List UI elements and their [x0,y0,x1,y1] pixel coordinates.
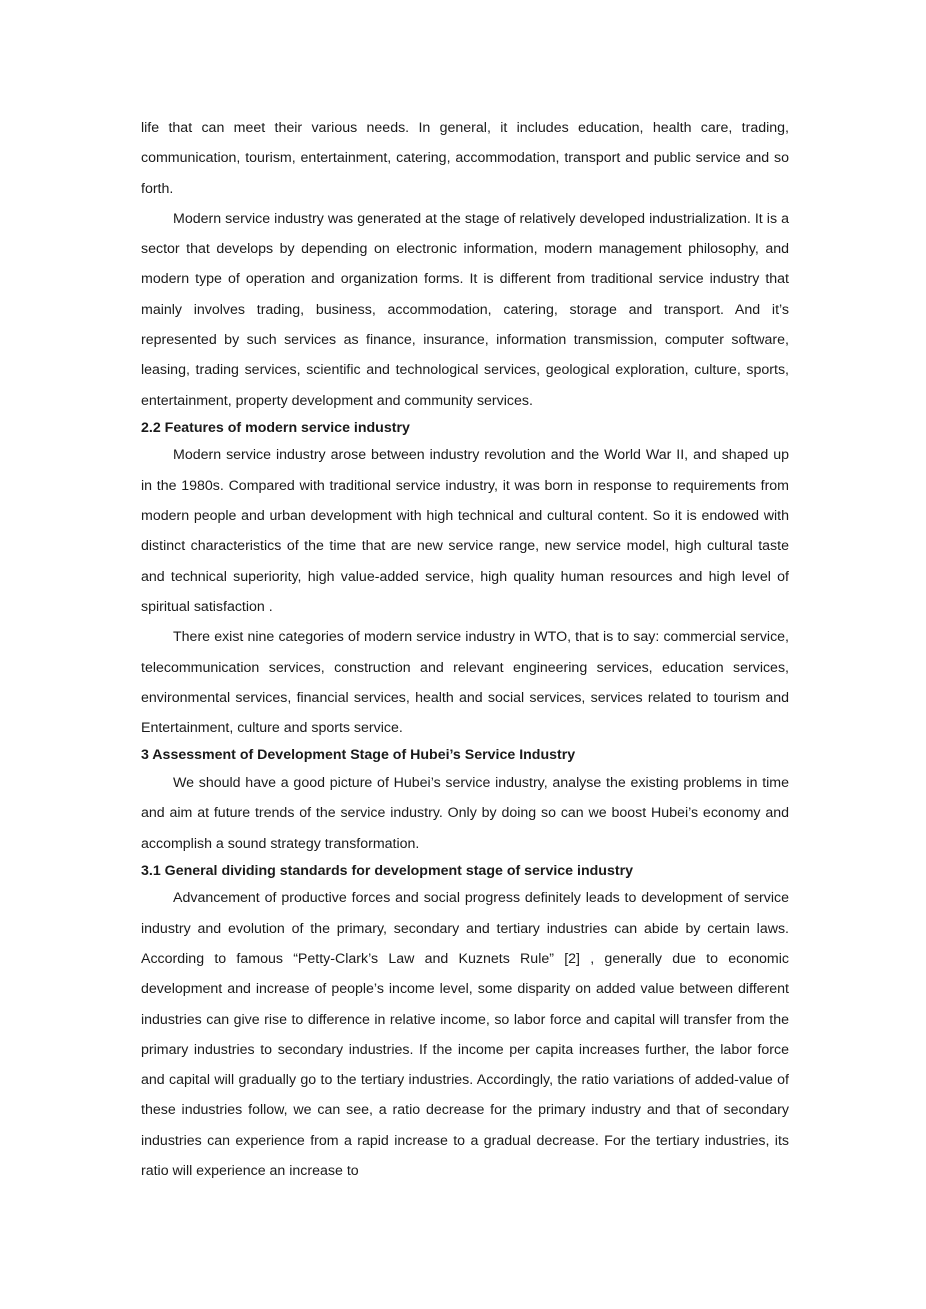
paragraph-wto-categories: There exist nine categories of modern service industry in WTO, that is to say: commercial service, telecommunication services, construction and relevant engineering services, education services, environmental services, financial services, health and social services, services related to tourism and Entertainment, culture and sports service. [141,629,789,737]
paragraph-dividing-standards: Advancement of productive forces and social progress definitely leads to development of service industry and evolution of the primary, secondary and tertiary industries can abide by certain laws. According to famous “Petty-Clark’s Law and Kuznets Rule” [2] , generally due to economic development and increase of people’s income level, some disparity on added value between different industries can give rise to difference in relative income, so labor force and capital will transfer from the primary industries to secondary industries. If the income per capita increases further, the labor force and capital will gradually go to the tertiary industries. Accordingly, the ratio variations of added-value of these industries follow, we can see, a ratio decrease for the primary industry and that of secondary industries can experience from a rapid increase to a gradual decrease. For the tertiary industries, its ratio will experience an increase to [141,890,789,1179]
paragraph-hubei-picture: We should have a good picture of Hubei’s service industry, analyse the existing problems in time and aim at future trends of the service industry. Only by doing so can we boost Hubei’s economy and accomplish a sound strategy transformation. [141,774,789,852]
section-heading-3: 3 Assessment of Development Stage of Hubei’s Service Industry [141,747,576,764]
section-heading-2-2: 2.2 Features of modern service industry [141,419,410,436]
section-heading-3-1: 3.1 General dividing standards for development stage of service industry [141,862,633,879]
document-page [141,113,789,1186]
paragraph-features-history: Modern service industry arose between industry revolution and the World War II, and shaped up in the 1980s. Compared with traditional service industry, it was born in response to requirements from modern people and urban development with high technical and cultural content. So it is endowed with distinct characteristics of the time that are new service range, new service model, high cultural taste and technical superiority, high value-added service, high quality human resources and high level of spiritual satisfaction . [141,447,789,615]
paragraph-services-definition-continued: life that can meet their various needs. In general, it includes education, health care, trading, communication, tourism, entertainment, catering, accommodation, transport and public service and so forth. [141,120,789,197]
paragraph-modern-service-industry: Modern service industry was generated at the stage of relatively developed industrialization. It is a sector that develops by depending on electronic information, modern management philosophy, and modern type of operation and organization forms. It is different from traditional service industry that mainly involves trading, business, accommodation, catering, storage and transport. And it’s represented by such services as finance, insurance, information transmission, computer software, leasing, trading services, scientific and technological services, geological exploration, culture, sports, entertainment, property development and community services. [141,210,789,409]
